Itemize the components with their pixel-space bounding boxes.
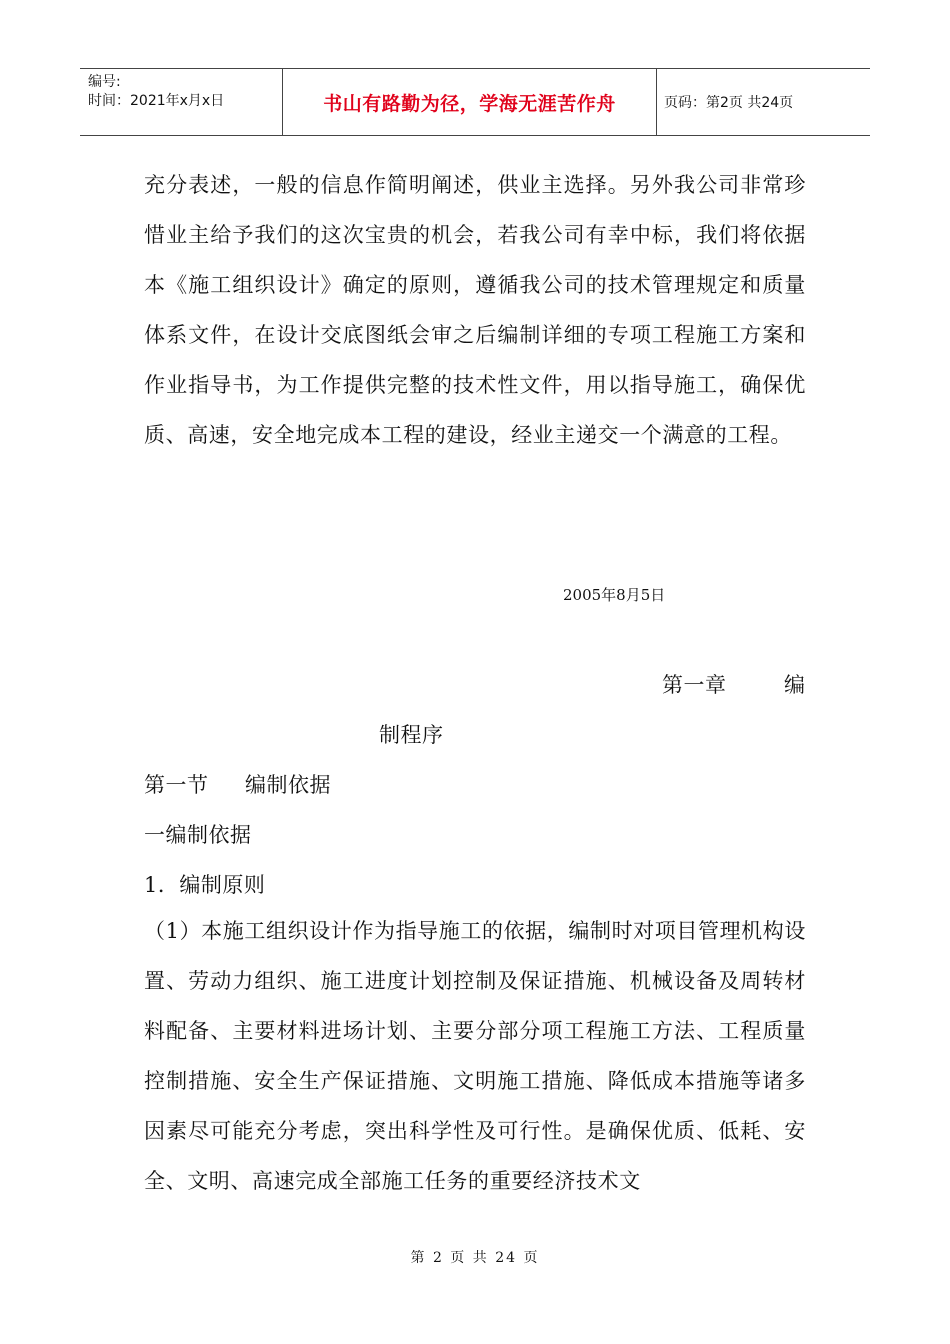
number-label: 编号:	[88, 74, 121, 90]
section-number: 第一节	[144, 773, 209, 797]
section-title: 编制依据	[245, 773, 331, 797]
page-footer: 第 2 页 共 24 页	[410, 1250, 540, 1266]
document-date: 2005年8月5日	[563, 586, 666, 604]
principle-paragraph-block	[144, 906, 806, 1206]
subheading: 一编制依据	[144, 823, 252, 847]
page-header	[80, 68, 870, 136]
principle-paragraph: （1）本施工组织设计作为指导施工的依据，编制时对项目管理机构设置、劳动力组织、施工进度计划控制及保证措施、机械设备及周转材料配备、主要材料进场计划、主要分部分项工程施工方法、工程质量控制措施、安全生产保证措施、文明施工措施、降低成本措施等诸多因素尽可能充分考虑，突出科学性及可行性。是确保优质、低耗、安全、文明、高速完成全部施工任务的重要经济技术文	[144, 919, 806, 1193]
header-meta	[80, 69, 282, 135]
intro-paragraph: 充分表述，一般的信息作简明阐述，供业主选择。另外我公司非常珍惜业主给予我们的这次宝贵的机会，若我公司有幸中标，我们将依据本《施工组织设计》确定的原则，遵循我公司的技术管理规定和质量体系文件，在设计交底图纸会审之后编制详细的专项工程施工方案和作业指导书，为工作提供完整的技术性文件，用以指导施工，确保优质、高速，安全地完成本工程的建设，经业主递交一个满意的工程。	[144, 173, 806, 447]
time-label: 时间：2021年x月x日	[88, 93, 225, 109]
chapter-title-part3: 制程序	[379, 723, 444, 747]
header-motto-cell	[282, 69, 657, 135]
chapter-title-part1: 第一章	[662, 673, 727, 697]
item-heading: 1．编制原则	[144, 873, 266, 897]
header-page-info: 页码：第2页 共24页	[664, 95, 794, 111]
intro-paragraph-block	[144, 160, 806, 460]
header-motto: 书山有路勤为径，学海无涯苦作舟	[323, 92, 616, 115]
chapter-title-part2: 编	[784, 673, 806, 697]
